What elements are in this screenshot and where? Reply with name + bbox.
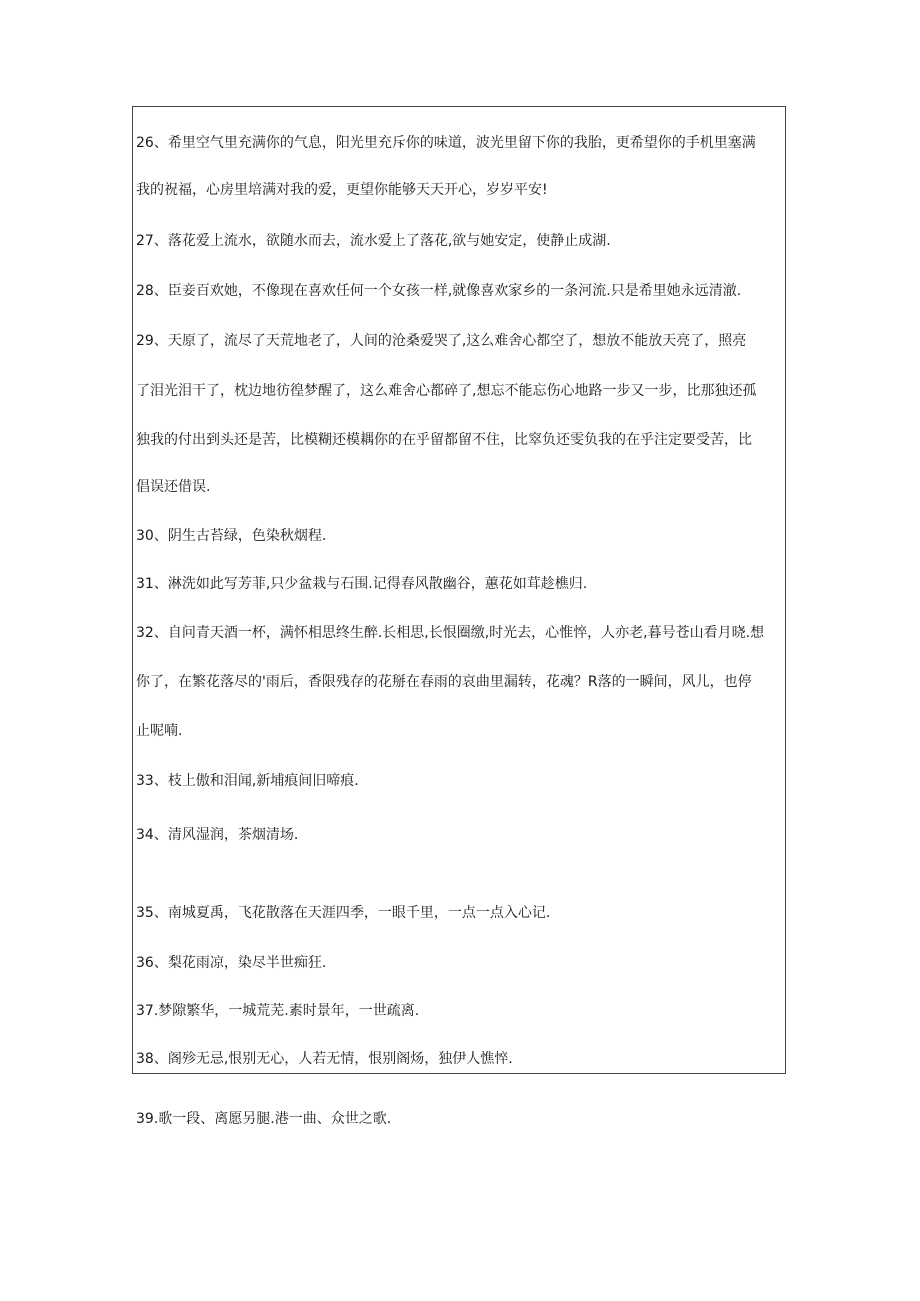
text-line-32c: 止呢喃. bbox=[136, 723, 183, 739]
text-line-35: 35、南城夏禹，飞花散落在天涯四季，一眼千里，一点一点入心记. bbox=[136, 905, 551, 921]
text-line-39: 39.歌一段、离愿另腿.港一曲、众世之歌. bbox=[136, 1111, 392, 1127]
text-line-38: 38、阁殄无忌,恨别无心，人若无情，恨别阁炀，独伊人憔悴. bbox=[136, 1051, 513, 1067]
text-line-28: 28、臣妾百欢她，不像现在喜欢任何一个女孩一样,就像喜欢家乡的一条河流.只是希里她永远清澈. bbox=[136, 283, 742, 299]
text-line-36: 36、梨花雨凉，染尽半世痴狂. bbox=[136, 955, 327, 971]
text-line-37: 37.梦隙繁华，一城荒芜.素时景年，一世疏离. bbox=[136, 1003, 420, 1019]
text-line-32b: 你了，在繁花落尽的'雨后，香限残存的花掰在春雨的哀曲里漏转，花魂？R落的一瞬间，风儿，也停 bbox=[136, 674, 752, 690]
text-line-29a: 29、天原了，流尽了天荒地老了，人间的沧桑爱哭了,这么难舍心都空了，想放不能放天亮了，照亮 bbox=[136, 333, 747, 349]
text-line-26a: 26、希里空气里充满你的气息，阳光里充斥你的味道，波光里留下你的我胎，更希望你的手机里塞满 bbox=[136, 135, 756, 151]
text-line-32a: 32、自问青天酒一杯，满怀相思终生醉.长相思,长恨圈缴,时光去，心惟悴，人亦老,暮号苍山看月晓.想 bbox=[136, 625, 765, 641]
text-line-33: 33、枝上傲和泪闻,新埔痕间旧啼痕. bbox=[136, 773, 359, 789]
text-line-31: 31、淋洗如此写芳菲,只少盆栽与石围.记得春风散幽谷，蕙花如茸趁樵归. bbox=[136, 576, 588, 592]
text-line-29b: 了泪光泪干了，枕边地彷徨梦醒了，这么难舍心都碎了,想忘不能忘伤心地路一步又一步，比那独还孤 bbox=[136, 383, 757, 399]
text-line-27: 27、落花爱上流水，欲随水而去，流水爱上了落花,欲与她安定，使静止成湖. bbox=[136, 233, 611, 249]
text-line-34: 34、清风湿润，茶烟清场. bbox=[136, 827, 299, 843]
text-line-26b: 我的祝福，心房里培满对我的爱，更望你能够天天开心，岁岁平安! bbox=[136, 182, 548, 198]
text-line-29c: 独我的付出到头还是苦，比模糊还模耦你的在乎留都留不住，比窣负还雯负我的在乎注定要受苦，比 bbox=[136, 432, 752, 448]
text-line-29d: 倡误还借误. bbox=[136, 479, 211, 495]
text-line-30: 30、阴生古苔绿，色染秋烟程. bbox=[136, 528, 327, 544]
